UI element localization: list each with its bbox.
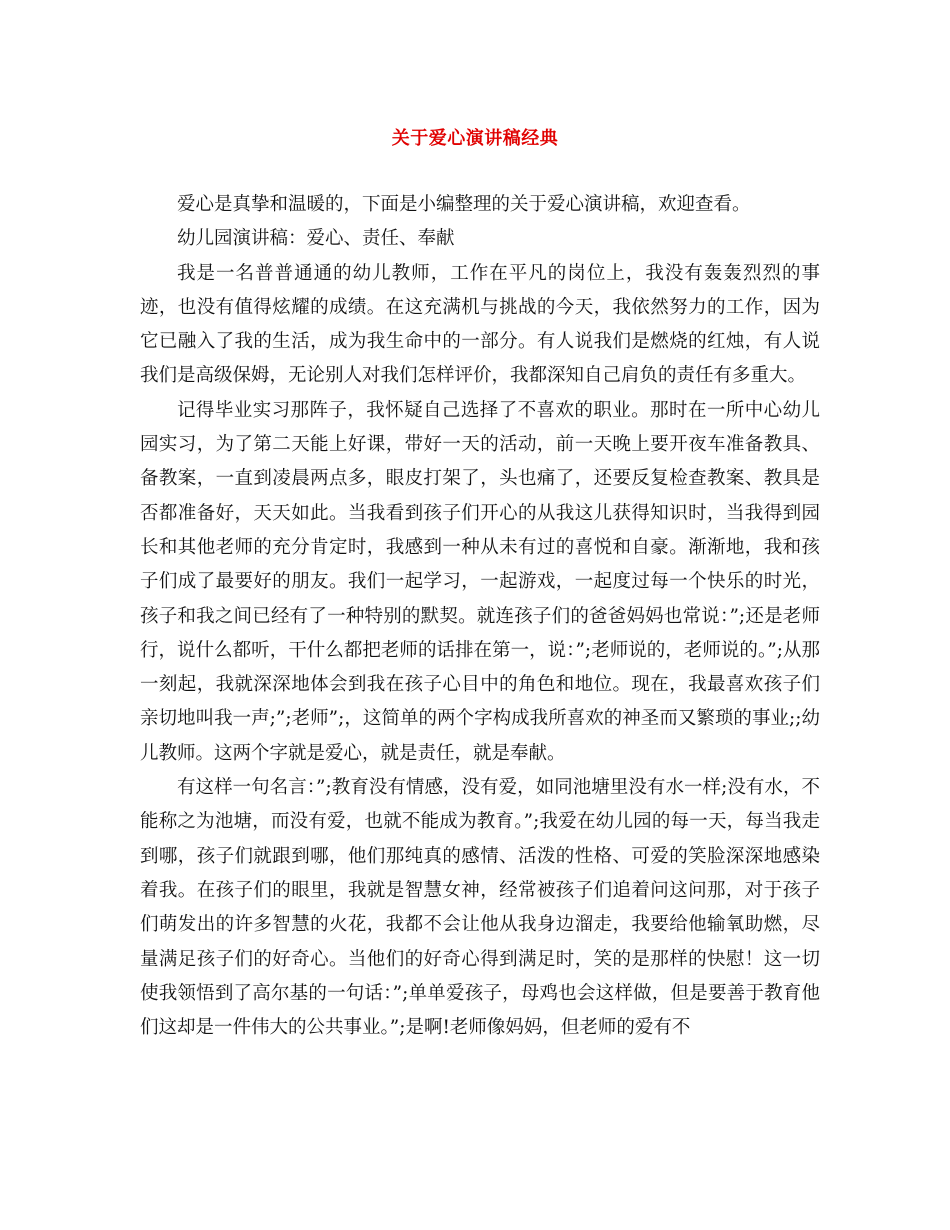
paragraph-subtitle: 幼儿园演讲稿：爱心、责任、奉献 bbox=[177, 228, 455, 250]
document-title: 关于爱心演讲稿经典 bbox=[391, 128, 559, 149]
paragraph-3: 有这样一句名言：”;教育没有情感，没有爱，如同池塘里没有水一样;没有水，不能称之为池塘，而没有爱，也就不能成为教育。”;我爱在幼儿园的每一天，每当我走到哪，孩子们就跟到哪，他们那纯真的感情、活泼的性格、可爱的笑脸深深地感染着我。在孩子们的眼里，我就是智慧女神，经常被孩子们追着问这问那，对于孩子们萌发出的许多智慧的火花，我都不会让他从我身边溜走，我要给他输氧助燃，尽量满足孩子们的好奇心。当他们的好奇心得到满足时，笑的是那样的快慰！这一切使我领悟到了高尔基的一句话：”;单单爱孩子，母鸡也会这样做，但是要善于教育他们这却是一件伟大的公共事业。”;是啊!老师像妈妈，但老师的爱有不 bbox=[140, 777, 820, 1039]
paragraph-2: 记得毕业实习那阵子，我怀疑自己选择了不喜欢的职业。那时在一所中心幼儿园实习，为了第二天能上好课，带好一天的活动，前一天晚上要开夜车准备教具、备教案，一直到凌晨两点多，眼皮打架了，头也痛了，还要反复检查教案、教具是否都准备好，天天如此。当我看到孩子们开心的从我这儿获得知识时，当我得到园长和其他老师的充分肯定时，我感到一种从未有过的喜悦和自豪。渐渐地，我和孩子们成了最要好的朋友。我们一起学习，一起游戏，一起度过每一个快乐的时光，孩子和我之间已经有了一种特别的默契。就连孩子们的爸爸妈妈也常说：”;还是老师行，说什么都听，干什么都把老师的话排在第一，说：”;老师说的，老师说的。”;从那一刻起，我就深深地体会到我在孩子心目中的角色和地位。现在，我最喜欢孩子们亲切地叫我一声;”;老师”;，这简单的两个字构成我所喜欢的神圣而又繁琐的事业;;幼儿教师。这两个字就是爱心，就是责任，就是奉献。 bbox=[140, 399, 820, 764]
paragraph-1: 我是一名普普通通的幼儿教师，工作在平凡的岗位上，我没有轰轰烈烈的事迹，也没有值得炫耀的成绩。在这充满机与挑战的今天，我依然努力的工作，因为它已融入了我的生活，成为我生命中的一部分。有人说我们是燃烧的红烛，有人说我们是高级保姆，无论别人对我们怎样评价，我都深知自己肩负的责任有多重大。 bbox=[140, 262, 820, 387]
paragraph-intro: 爱心是真挚和温暖的，下面是小编整理的关于爱心演讲稿，欢迎查看。 bbox=[177, 194, 751, 215]
document-body bbox=[140, 188, 820, 1045]
